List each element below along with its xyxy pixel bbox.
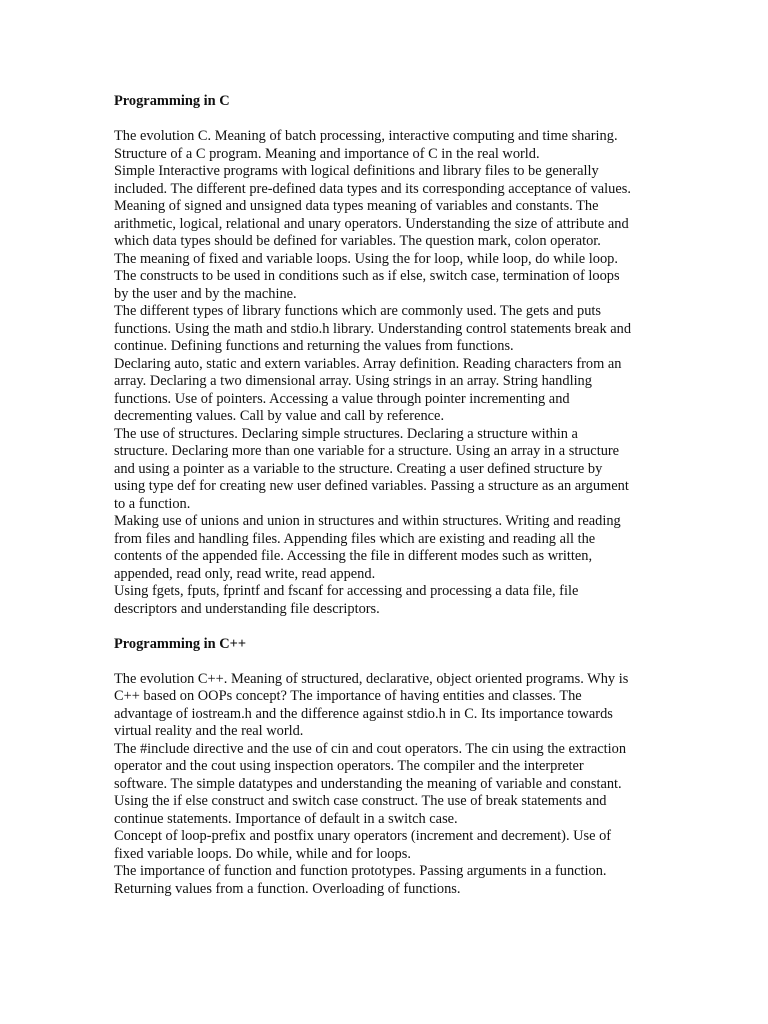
text-line: software. The simple datatypes and understanding the meaning of variable and constant.	[114, 775, 622, 792]
text-line: Returning values from a function. Overloading of functions.	[114, 880, 461, 897]
text-line: structure. Declaring more than one variable for a structure. Using an array in a structure	[114, 443, 620, 459]
text-line: fixed variable loops. Do while, while and for loops.	[114, 845, 411, 862]
text-line: The evolution C++. Meaning of structured, declarative, object oriented programs. Why is	[114, 670, 629, 687]
section-body	[114, 671, 644, 899]
text-line: contents of the appended file. Accessing the file in different modes such as written,	[114, 548, 593, 564]
text-line: Simple Interactive programs with logical definitions and library files to be generally	[114, 163, 599, 179]
text-line: advantage of iostream.h and the difference against stdio.h in C. Its importance towards	[114, 705, 613, 722]
text-line: virtual reality and the real world.	[114, 723, 304, 739]
text-line: Structure of a C program. Meaning and importance of C in the real world.	[114, 145, 540, 162]
text-line: C++ based on OOPs concept? The importance of having entities and classes. The	[114, 688, 582, 704]
text-line: Using the if else construct and switch case construct. The use of break statements and	[114, 793, 607, 809]
section-programming-in-c	[114, 93, 644, 618]
text-line: Declaring auto, static and extern variables. Array definition. Reading characters from an	[114, 355, 622, 372]
section-title: Programming in C	[114, 93, 230, 109]
document-content	[114, 93, 644, 898]
text-line: functions. Using the math and stdio.h library. Understanding control statements break and	[114, 320, 632, 337]
text-line: continue statements. Importance of default in a switch case.	[114, 810, 458, 827]
text-line: Making use of unions and union in structures and within structures. Writing and reading	[114, 513, 621, 529]
text-line: The evolution C. Meaning of batch processing, interactive computing and time sharing.	[114, 128, 618, 144]
section-programming-in-cpp	[114, 636, 644, 899]
text-line: descriptors and understanding file descriptors.	[114, 600, 380, 617]
text-line: by the user and by the machine.	[114, 285, 297, 302]
text-line: The #include directive and the use of cin and cout operators. The cin using the extraction	[114, 740, 627, 757]
text-line: The meaning of fixed and variable loops. Using the for loop, while loop, do while loop.	[114, 250, 618, 267]
text-line: Using fgets, fputs, fprintf and fscanf for accessing and processing a data file, file	[114, 583, 579, 599]
text-line: arithmetic, logical, relational and unary operators. Understanding the size of attribute and	[114, 215, 629, 232]
text-line: which data types should be defined for variables. The question mark, colon operator.	[114, 233, 601, 249]
text-line: functions. Use of pointers. Accessing a value through pointer incrementing and	[114, 390, 570, 407]
text-line: Meaning of signed and unsigned data types meaning of variables and constants. The	[114, 198, 599, 214]
text-line: The importance of function and function prototypes. Passing arguments in a function.	[114, 863, 607, 879]
text-line: The different types of library functions which are commonly used. The gets and puts	[114, 303, 602, 319]
section-body	[114, 128, 644, 618]
text-line: to a function.	[114, 495, 191, 512]
text-line: appended, read only, read write, read append.	[114, 565, 376, 582]
text-line: from files and handling files. Appending files which are existing and reading all the	[114, 530, 596, 547]
text-line: The constructs to be used in conditions such as if else, switch case, termination of loops	[114, 268, 620, 284]
text-line: using type def for creating new user defined variables. Passing a structure as an argument	[114, 478, 629, 494]
text-line: array. Declaring a two dimensional array. Using strings in an array. String handling	[114, 373, 592, 389]
text-line: continue. Defining functions and returning the values from functions.	[114, 338, 514, 354]
text-line: operator and the cout using inspection operators. The compiler and the interpreter	[114, 758, 584, 774]
text-line: included. The different pre-defined data types and its corresponding acceptance of values.	[114, 180, 631, 197]
section-title: Programming in C++	[114, 635, 247, 652]
text-line: The use of structures. Declaring simple structures. Declaring a structure within a	[114, 425, 578, 442]
text-line: decrementing values. Call by value and call by reference.	[114, 408, 445, 424]
text-line: and using a pointer as a variable to the structure. Creating a user defined structure by	[114, 460, 603, 477]
text-line: Concept of loop-prefix and postfix unary operators (increment and decrement). Use of	[114, 828, 612, 844]
